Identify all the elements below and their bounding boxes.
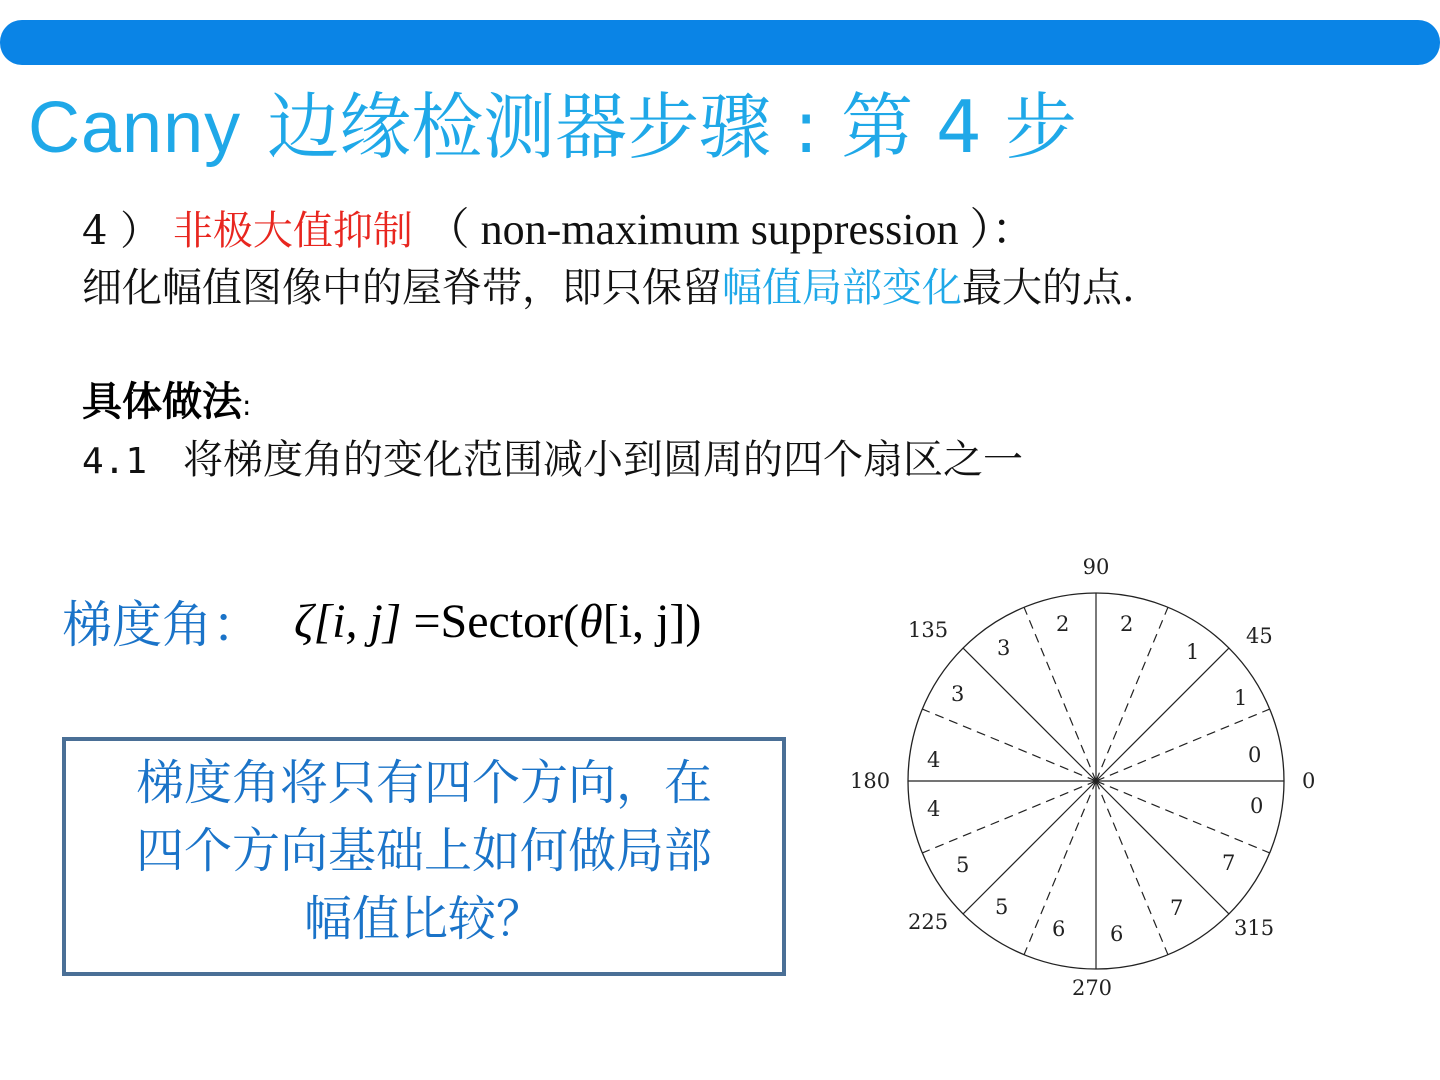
description-before: 细化幅值图像中的屋脊带，即只保留	[82, 265, 722, 311]
substep-text: 将梯度角的变化范围减小到圆周的四个扇区之一	[183, 437, 1024, 483]
sector-bisector-line	[1096, 781, 1270, 853]
sector-label: 2	[1120, 612, 1134, 636]
title-prefix: Canny	[28, 88, 242, 168]
sector-label: 0	[1250, 794, 1264, 818]
question-box	[62, 737, 786, 976]
sector-boundary-line	[963, 648, 1096, 781]
description-after: 最大的点.	[962, 265, 1135, 311]
angle-label-270: 270	[1071, 976, 1113, 1000]
method-title: 具体做法	[82, 379, 242, 425]
question-line-2: 四个方向基础上如何做局部	[135, 823, 712, 879]
sector-label: 4	[927, 797, 941, 821]
sector-lines	[908, 593, 1284, 969]
step-heading	[82, 202, 1035, 258]
sector-label: 7	[1222, 851, 1236, 875]
angle-label-135: 135	[908, 618, 949, 642]
angle-label-225: 225	[908, 910, 949, 934]
title-main: 边缘检测器步骤 : 第 4 步	[267, 85, 1077, 169]
sector-bisector-line	[1096, 781, 1168, 955]
question-text	[66, 749, 782, 953]
angle-label-315: 315	[1234, 916, 1275, 940]
sector-formula	[294, 590, 701, 654]
step-name: 非极大值抑制	[172, 208, 413, 254]
sector-bisector-line	[922, 781, 1096, 853]
angle-label-90: 90	[1082, 555, 1110, 579]
question-line-3: 幅值比较？	[303, 891, 544, 947]
sector-boundary-line	[1096, 781, 1229, 914]
formula-rhs-prefix: =Sector(	[401, 595, 580, 648]
sector-bisector-line	[922, 709, 1096, 781]
sector-label: 1	[1234, 686, 1248, 710]
angle-label-0: 0	[1302, 769, 1316, 793]
sector-label: 1	[1186, 640, 1200, 664]
formula-zeta: ζ	[294, 595, 314, 648]
sector-label: 2	[1056, 612, 1070, 636]
sector-label: 3	[997, 636, 1011, 660]
sector-boundary-line	[963, 781, 1096, 914]
sector-bisector-line	[1096, 709, 1270, 781]
sector-label: 6	[1110, 922, 1124, 946]
substep-line	[82, 432, 1023, 488]
description-highlight: 幅值局部变化	[722, 265, 962, 311]
method-heading	[82, 374, 251, 430]
question-line-1: 梯度角将只有四个方向，在	[135, 755, 712, 811]
sector-label: 5	[956, 853, 970, 877]
step-number: 4 ）	[82, 208, 161, 254]
top-accent-bar	[0, 20, 1440, 65]
slide-title	[28, 82, 1077, 172]
angle-label-180: 180	[850, 769, 891, 793]
sector-label: 0	[1248, 743, 1262, 767]
formula-label: 梯度角：	[62, 596, 262, 654]
sector-label: 4	[927, 748, 941, 772]
sector-diagram	[830, 545, 1350, 1015]
angle-label-45: 45	[1246, 624, 1273, 648]
formula-rhs-suffix: [i, j])	[602, 595, 702, 648]
step-description	[82, 260, 1135, 316]
sector-label: 6	[1052, 917, 1066, 941]
sector-label: 5	[995, 895, 1009, 919]
step-english: （ non-maximum suppression ）：	[425, 205, 1036, 254]
formula-args: [i, j]	[313, 595, 402, 648]
method-colon: :	[242, 389, 252, 422]
sector-boundary-line	[1096, 648, 1229, 781]
sector-label: 3	[951, 682, 965, 706]
formula-theta: θ	[579, 595, 603, 648]
substep-number: 4.1	[82, 441, 148, 482]
angle-labels	[850, 555, 1315, 1000]
sector-label: 7	[1170, 896, 1184, 920]
